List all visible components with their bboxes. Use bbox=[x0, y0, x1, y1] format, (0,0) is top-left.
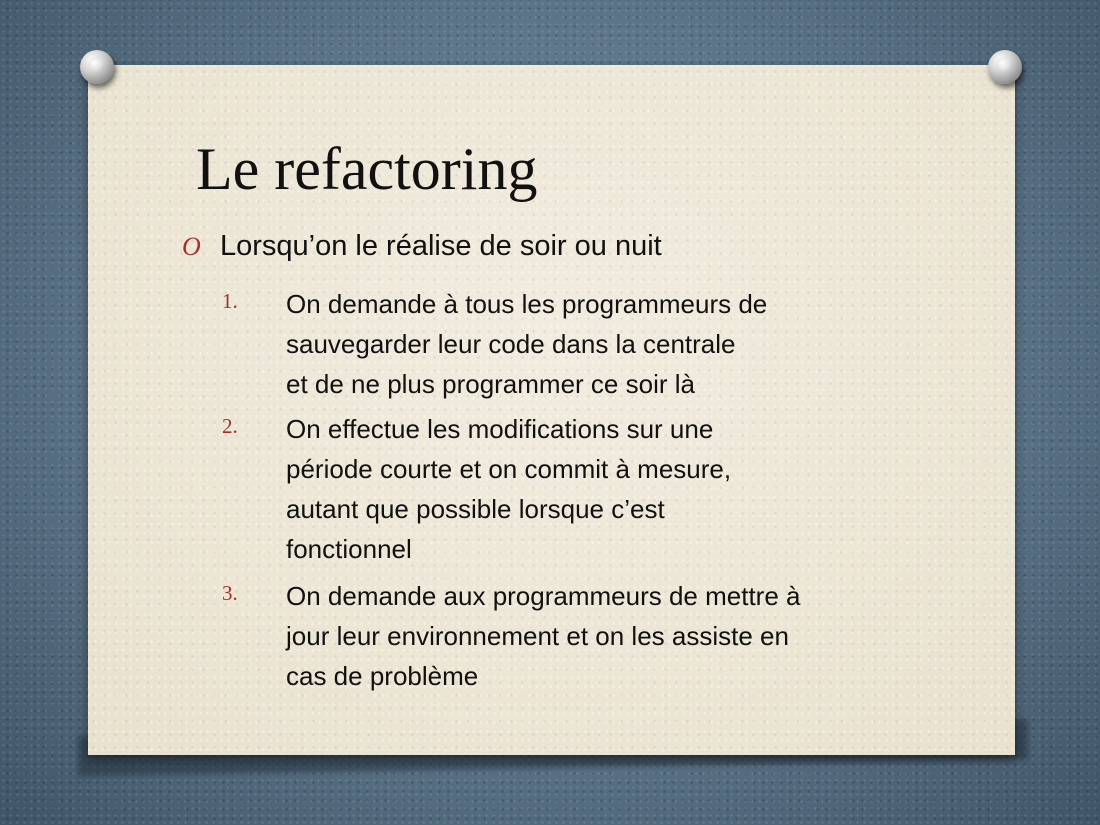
pushpin-right-icon bbox=[988, 50, 1022, 84]
list-item-number: 3. bbox=[222, 581, 238, 605]
list-item-line: autant que possible lorsque c’est bbox=[286, 494, 665, 524]
list-item-number: 1. bbox=[222, 289, 238, 313]
list-item-line: On demande à tous les programmeurs de bbox=[286, 289, 768, 319]
list-item-text bbox=[286, 284, 916, 404]
list-item-text bbox=[286, 409, 916, 569]
bullet-icon: O bbox=[182, 232, 201, 261]
list-item-number: 2. bbox=[222, 414, 238, 438]
list-item-line: cas de problème bbox=[286, 661, 479, 691]
list-item-line: jour leur environnement et on les assiste en bbox=[286, 621, 789, 651]
list-item-text bbox=[286, 576, 916, 696]
list-item-line: période courte et on commit à mesure, bbox=[286, 454, 732, 484]
list-item-line: et de ne plus programmer ce soir là bbox=[286, 369, 695, 399]
list-item-line: On effectue les modifications sur une bbox=[286, 414, 714, 444]
list-item-line: sauvegarder leur code dans la centrale bbox=[286, 329, 736, 359]
list-item-line: fonctionnel bbox=[286, 534, 412, 564]
main-bullet-text: Lorsqu’on le réalise de soir ou nuit bbox=[220, 230, 662, 262]
pushpin-left-icon bbox=[80, 50, 114, 84]
main-bullet bbox=[182, 230, 662, 263]
list-item-line: On demande aux programmeurs de mettre à bbox=[286, 581, 801, 611]
slide-title: Le refactoring bbox=[196, 136, 538, 202]
